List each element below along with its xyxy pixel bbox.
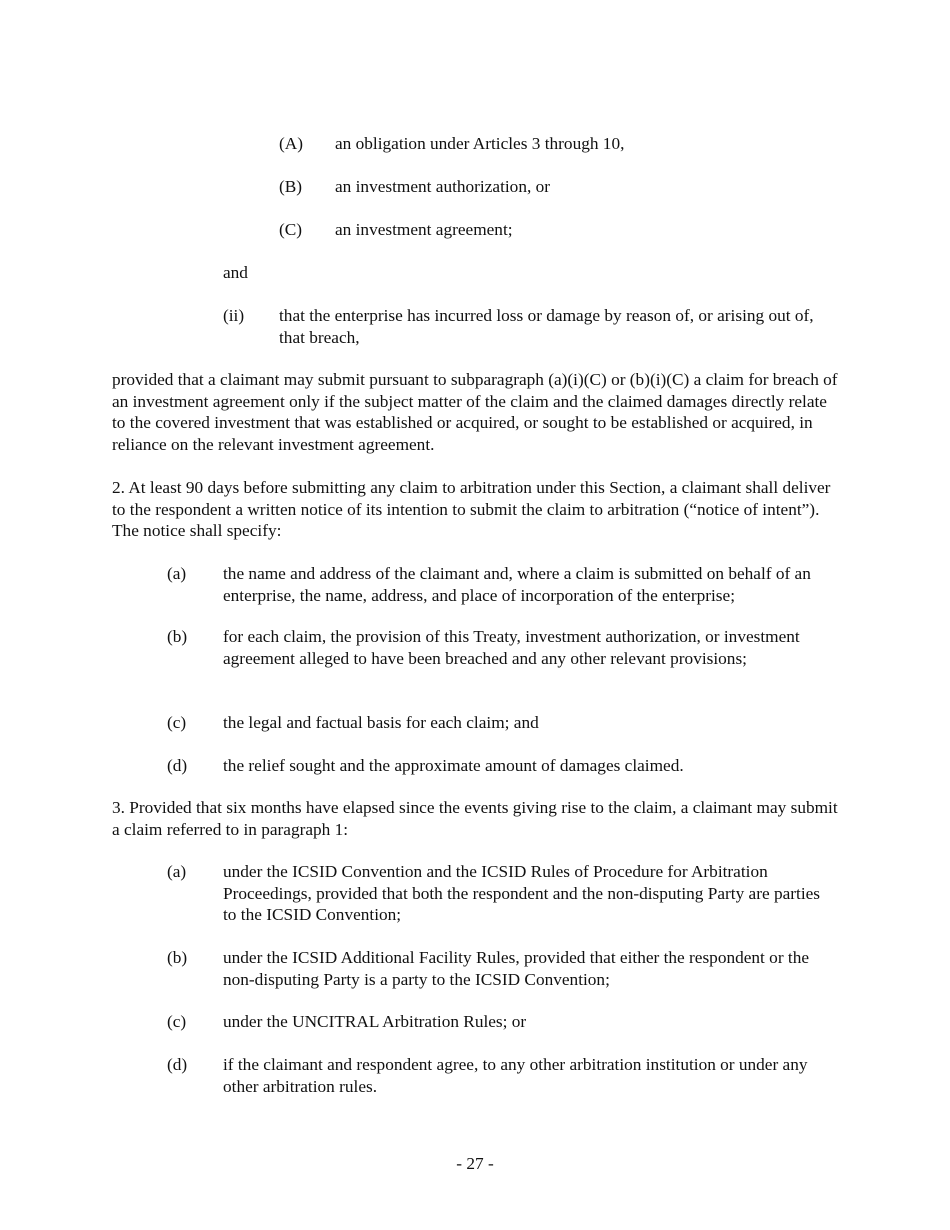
item-label: (C) — [279, 220, 303, 239]
item-text: the relief sought and the approximate amount of damages claimed. — [223, 756, 684, 775]
list-item-B — [279, 176, 839, 198]
item-label: (b) — [167, 627, 188, 646]
item-label: (B) — [279, 177, 303, 196]
item-text: that the enterprise has incurred loss or damage by reason of, or arising out of, that breach, — [279, 306, 814, 347]
and-word: and — [223, 263, 248, 282]
item-text: for each claim, the provision of this Treaty, investment authorization, or investment agreement alleged to have been breached and any other relevant provisions; — [223, 627, 800, 668]
list-item-ii — [223, 305, 839, 348]
list-item-3b — [167, 947, 842, 990]
item-text: the name and address of the claimant and, where a claim is submitted on behalf of an enterprise, the name, address, and place of incorporation of the enterprise; — [223, 564, 811, 605]
list-item-2a — [167, 563, 842, 606]
item-text: under the ICSID Additional Facility Rules, provided that either the respondent or the non-disputing Party is a party to the ICSID Convention; — [223, 948, 810, 989]
list-item-C — [279, 219, 839, 241]
list-item-3c — [167, 1011, 842, 1033]
item-label: (c) — [167, 713, 187, 732]
item-label: (a) — [167, 862, 187, 881]
paragraph-2: 2. At least 90 days before submitting any claim to arbitration under this Section, a claimant shall deliver to the respondent a written notice of its intention to submit the claim to arbitration (“notice of intent”). The notice shall specify: — [112, 478, 831, 540]
item-text: an investment authorization, or — [335, 177, 550, 196]
item-label: (b) — [167, 948, 188, 967]
item-text: if the claimant and respondent agree, to any other arbitration institution or under any other arbitration rules. — [223, 1055, 808, 1096]
list-item-A — [279, 133, 839, 155]
item-label: (ii) — [223, 306, 245, 325]
conjunction-text — [223, 262, 248, 284]
item-label: (d) — [167, 1055, 188, 1074]
proviso-paragraph: provided that a claimant may submit pursuant to subparagraph (a)(i)(C) or (b)(i)(C) a claim for breach of an investment agreement only if the subject matter of the claim and the claimed damages directly relate to the covered investment that was established or acquired, or sought to be established or acquired, in reliance on the relevant investment agreement. — [112, 370, 838, 454]
item-label: (A) — [279, 134, 303, 153]
item-label: (c) — [167, 1012, 187, 1031]
item-text: under the ICSID Convention and the ICSID Rules of Procedure for Arbitration Proceedings, provided that both the respondent and the non-disputing Party are parties to the ICSID Convention; — [223, 862, 821, 924]
list-item-2d — [167, 755, 842, 777]
item-text: an investment agreement; — [335, 220, 513, 239]
item-text: the legal and factual basis for each claim; and — [223, 713, 539, 732]
list-item-3a — [167, 861, 827, 926]
page-number: - 27 - — [456, 1154, 494, 1173]
list-item-2b — [167, 626, 842, 669]
item-label: (a) — [167, 564, 187, 583]
list-item-3d — [167, 1054, 842, 1097]
paragraph-3: 3. Provided that six months have elapsed since the events giving rise to the claim, a claimant may submit a claim referred to in paragraph 1: — [112, 798, 838, 839]
item-text: an obligation under Articles 3 through 10, — [335, 134, 625, 153]
item-label: (d) — [167, 756, 188, 775]
item-text: under the UNCITRAL Arbitration Rules; or — [223, 1012, 527, 1031]
list-item-2c — [167, 712, 842, 734]
